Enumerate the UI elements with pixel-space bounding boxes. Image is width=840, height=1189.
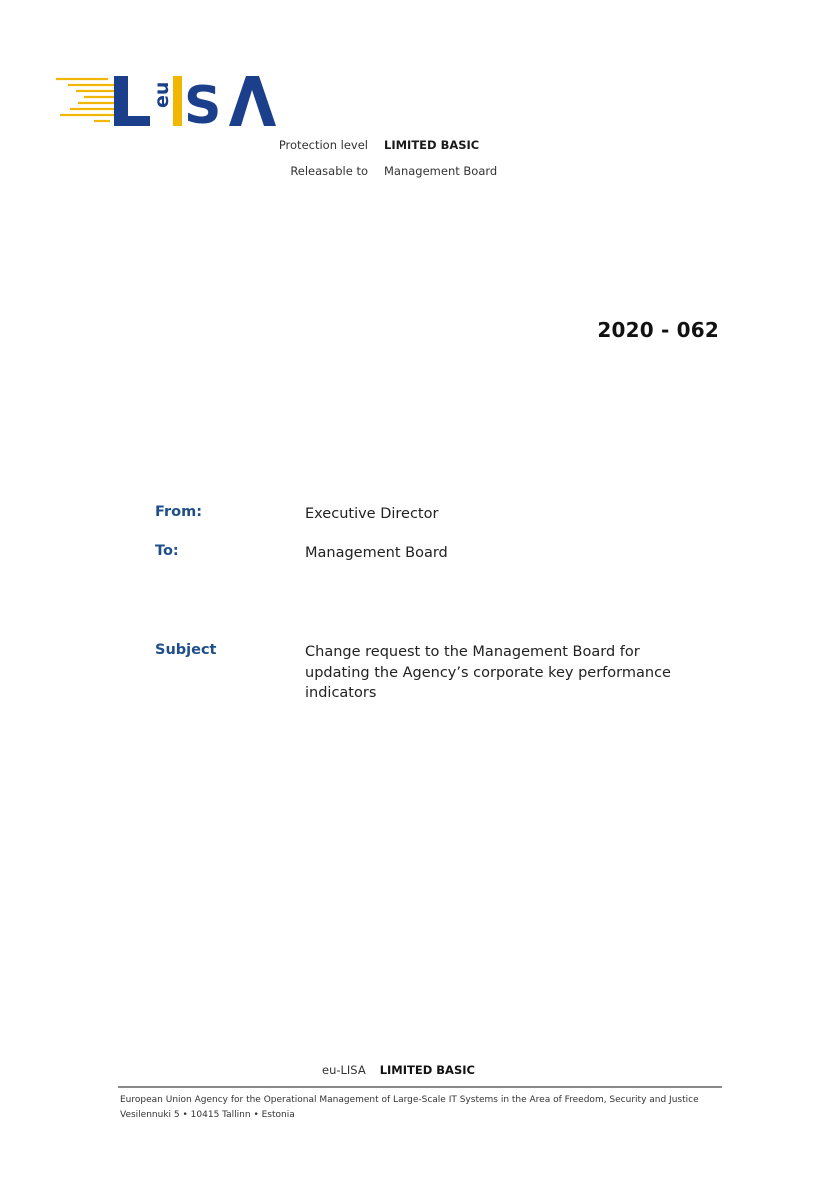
footer-org: eu-LISA (322, 1063, 366, 1077)
protection-level-row (230, 132, 497, 158)
from-value: Executive Director (305, 506, 439, 522)
protection-level-value: LIMITED BASIC (384, 138, 480, 152)
subject-label: Subject (155, 642, 217, 658)
eu-lisa-logo (56, 72, 278, 130)
to-label: To: (155, 543, 179, 559)
document-number: 2020 - 062 (597, 318, 719, 342)
footer-divider (118, 1086, 722, 1088)
svg-text:eu: eu (151, 81, 173, 108)
svg-text:S: S (184, 76, 222, 130)
releasable-to-row (230, 158, 497, 184)
releasable-to-label: Releasable to (290, 164, 368, 178)
protection-level-label: Protection level (278, 138, 368, 152)
footer-address (120, 1093, 699, 1123)
document-classification (230, 132, 497, 184)
subject-value: Change request to the Management Board for updating the Agency’s corporate key performance indicators (305, 644, 671, 701)
from-label: From: (155, 504, 202, 520)
to-value: Management Board (305, 545, 448, 561)
releasable-to-value: Management Board (384, 164, 498, 178)
footer-line-agency: European Union Agency for the Operational Management of Large-Scale IT Systems in the Area of Freedom, Security and Justice (120, 1095, 699, 1105)
footer-line-address: Vesilennuki 5 • 10415 Tallinn • Estonia (120, 1110, 295, 1120)
footer-classification (322, 1063, 475, 1077)
footer-classification-value: LIMITED BASIC (379, 1063, 475, 1077)
